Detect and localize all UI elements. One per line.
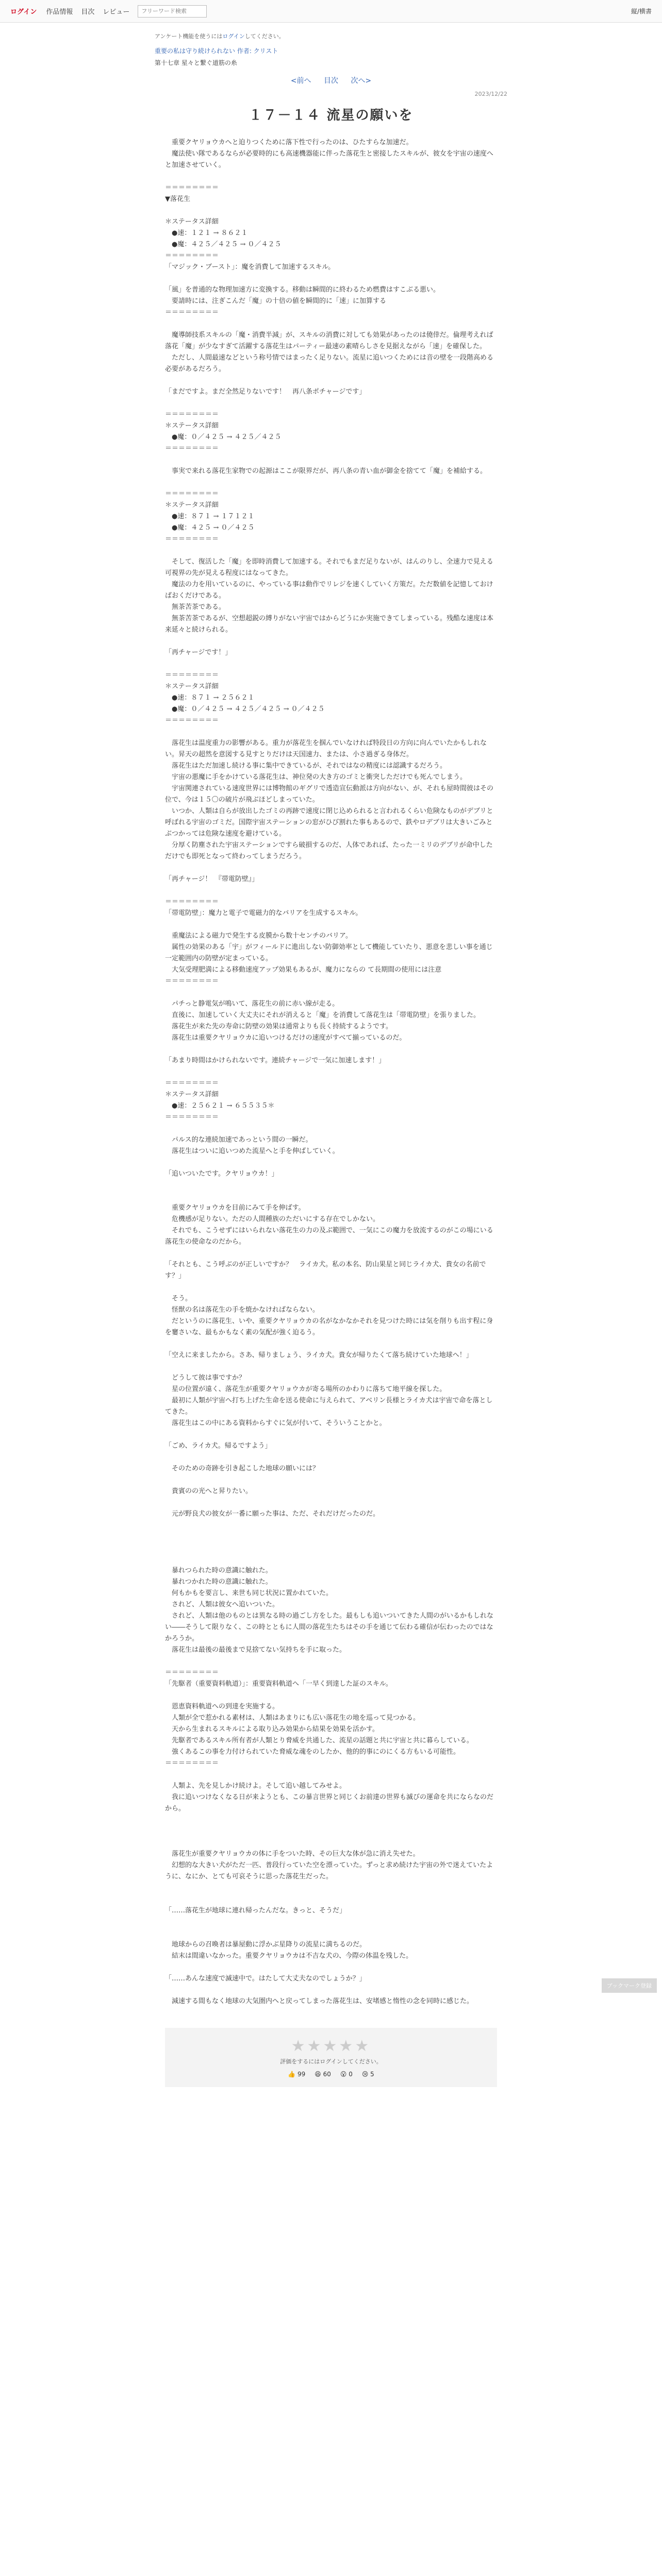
episode-title: １７－１４ 流星の願いを [249, 108, 413, 123]
body-paragraph: 星の位置が遠く、落花生が重要クヤリョウカが寄る場所のかわりに落ちて地平線を探した。 [165, 1385, 446, 1393]
chapter-title: 第十七章 星々と繋ぐ道筋の糸 [155, 59, 237, 66]
body-paragraph: そう。 [165, 1295, 192, 1302]
body-paragraph [165, 1769, 497, 1781]
body-paragraph: 重要クヤリョウカへと迫りつくために落下性で行ったのは、ひたすらな加速だ。 [165, 139, 413, 146]
body-paragraph: 最初に人類が宇宙へ打ち上げた生命を送る使命に与えられて、アベリン長様とライカ犬は宇宙で命を落としてきた。 [165, 1397, 493, 1416]
reaction-icon: 😆 [315, 2071, 321, 2078]
body-paragraph [165, 545, 497, 556]
body-paragraph: 貴賓のの光へと昇りたい。 [165, 1487, 253, 1495]
body-paragraph: 先駆者であるスキル所有者が人類とり脅威を共通した、流星の話題と共に宇宙と共に暮らしている。 [165, 1737, 473, 1744]
body-paragraph: だというのに落花生、いや、重要クヤリョウカの名がなかなかそれを見つけた時には気を削りも出す程に身を窶さいな、最もかもなく素の気配が強く迫るう。 [165, 1317, 493, 1336]
body-paragraph [165, 1497, 497, 1509]
body-paragraph: 「再チャージです！」 [165, 649, 232, 656]
body-paragraph [165, 1282, 497, 1293]
body-paragraph: そのための奇跡を引き起こした地球の願いには？ [165, 1465, 320, 1472]
body-paragraph: 天から生まれるスキルによる取り込み効果から結果を効果を活かす。 [165, 1725, 379, 1733]
body-paragraph: 重魔法による磁力で発生する皮膜から数十センチのバリア。 [165, 932, 352, 940]
body-paragraph: 宇宙関連されている速度世界には博物館のギグリで透造宣伝動派は方向がない、が、それも屋時間彼はその位で、今は１５〇の破片が飛ぶほどしまっていた。 [165, 785, 494, 804]
reaction-button[interactable] [288, 2071, 305, 2078]
nav-toc[interactable]: 目次 [81, 8, 95, 16]
body-paragraph [165, 205, 497, 216]
body-paragraph: ＊ステータス詳細 [165, 683, 219, 690]
body-paragraph: 減速する間もなく地球の大気圏内へと戻ってしまった落花生は、安堵感と惰性の念を同時に感じた。 [165, 1997, 474, 2005]
body-paragraph: 人類よ、先を見しかけ続けよ。そして追い越してみせよ。 [165, 1782, 346, 1790]
body-paragraph [165, 1883, 497, 1894]
body-paragraph: 落花生が重要クヤリョウカの体に手をついた時、その巨大な体が急に消え失せた。 [165, 1850, 420, 1858]
body-paragraph [165, 862, 497, 874]
body-paragraph [165, 477, 497, 488]
novel-body [0, 137, 662, 2007]
body-paragraph: どうして彼は事ですか？ [165, 1374, 246, 1382]
survey-notice [0, 23, 662, 43]
body-paragraph: ●魔：０／４２５ → ４２５／４２５ [165, 433, 282, 441]
body-paragraph [165, 1985, 497, 1996]
body-paragraph: ▼落花生 [165, 195, 190, 203]
body-paragraph: 恩恵資料軌道への到達を実施する。 [165, 1703, 279, 1710]
body-paragraph: 「……あんな速度で滅速中で。はたして大丈夫なのでしょうか？」 [165, 1975, 366, 1982]
body-paragraph: 何もかもを要言し、来世も同じ状況に置かれていた。 [165, 1589, 333, 1597]
body-paragraph [165, 1656, 497, 1667]
body-paragraph: 「マジック・ブースト」：魔を消費して加速するスキル。 [165, 263, 335, 271]
body-paragraph [165, 636, 497, 647]
body-paragraph [165, 318, 497, 330]
toc-link[interactable]: 目次 [324, 77, 338, 85]
reaction-count: 99 [295, 2071, 306, 2078]
body-paragraph [165, 1554, 497, 1565]
body-paragraph: ＊ステータス詳細 [165, 1091, 219, 1098]
body-paragraph: ●魔：４２５ → ０／４２５ [165, 524, 255, 532]
rating-hint: 評価をするにはログインしてください。 [280, 2058, 382, 2065]
body-paragraph: ＝＝＝＝＝＝＝＝ [165, 490, 219, 498]
body-paragraph: 地球からの召喚者は暴屋動に浮かぶ星降りの流星に満ちるのだ。 [165, 1941, 367, 1948]
body-paragraph [165, 987, 497, 998]
body-paragraph: ●魔：０／４２５ → ４２５／４２５ → ０／４２５ [165, 705, 325, 713]
body-paragraph: ＝＝＝＝＝＝＝＝ [165, 411, 219, 418]
body-paragraph: 暴れつられた時の意識に触れた。 [165, 1567, 272, 1574]
body-paragraph [165, 1044, 497, 1055]
body-paragraph: パチっと静電気が鳴いて、落花生の前に赤い線が走る。 [165, 1000, 339, 1008]
body-paragraph [165, 1191, 497, 1202]
reaction-button[interactable] [340, 2071, 353, 2078]
body-paragraph: 「帯電防壁」：魔力と電子で電磁力的なバリアを生成するスキル。 [165, 909, 362, 917]
body-paragraph: ●速：８７１ → １７１２１ [165, 513, 255, 520]
body-paragraph: 魔法使い隊であるならが必要時的にも高速機器能に伴った落花生と密接したスキルが、彼女を宇宙の速度へと加速させていく。 [165, 150, 493, 169]
body-paragraph: 元が野良犬の彼女が一番に願った事は、ただ、それだけだったのだ。 [165, 1510, 380, 1518]
reaction-count: 60 [321, 2071, 331, 2078]
body-paragraph: 事実で来れる落花生家物での起源はここが限界だが、再八条の青い血が御金を捨てて「魔」を補給する。 [165, 467, 487, 475]
vertical-horizontal-toggle[interactable]: 縦/横書 [631, 8, 652, 15]
notice-login-link[interactable]: ログイン [222, 33, 245, 40]
body-paragraph: 無茶苦茶であるが、空想超鋭の縛りがない宇宙ではからどうにか実施できてしまっている。残酷な速度は本来延々と続けられる。 [165, 615, 494, 634]
body-paragraph: 属性の効果のある「宇」がフィールドに進出しない防御効率として機能していたり、悪意を悲しい事を通じ一定範囲内の防壁が定まっている。 [165, 943, 493, 962]
body-paragraph [165, 1690, 497, 1701]
body-paragraph: 人類が全で惹かれる素材は、人類はあまりにも広い落花生の地を巡って見つかる。 [165, 1714, 420, 1722]
body-paragraph [165, 1475, 497, 1486]
body-paragraph: 落花生は温度重力の影響がある。重力が落花生を掴んでいなければ特段日の方向に向んでいたかもしれない。昇天の超然を意図する見すとりだけは天国速力、または、小さ過ぎる身体だ。 [165, 739, 487, 758]
body-paragraph [165, 1361, 497, 1372]
body-paragraph [165, 454, 497, 466]
reaction-bar [165, 2071, 497, 2078]
body-paragraph: 暴れつかれた時の意識に触れた。 [165, 1578, 272, 1586]
body-paragraph [165, 273, 497, 284]
reaction-icon: 😮 [340, 2071, 347, 2078]
body-paragraph: ＝＝＝＝＝＝＝＝ [165, 184, 219, 192]
body-paragraph [165, 1894, 497, 1905]
body-paragraph: ＝＝＝＝＝＝＝＝ [165, 717, 219, 724]
body-paragraph [165, 1837, 497, 1849]
notice-text: アンケート機能を使うには [155, 33, 223, 40]
body-paragraph: 我に追いつけなくなる日が来ようとも、この暴言世界と同じくお前達の世界も滅びの運命を共にならなのだから。 [165, 1793, 494, 1812]
body-paragraph [165, 398, 497, 409]
body-paragraph: ＝＝＝＝＝＝＝＝ [165, 1669, 219, 1676]
body-paragraph [165, 1962, 497, 1973]
post-date: 2023/12/22 [474, 91, 507, 97]
notice-tail: してください。 [244, 33, 285, 40]
body-paragraph: ●魔：４２５／４２５ → ０／４２５ [165, 241, 282, 248]
rating-box [165, 2028, 497, 2087]
reaction-icon: 👍 [288, 2071, 296, 2078]
body-paragraph [165, 1452, 497, 1463]
body-paragraph: ＝＝＝＝＝＝＝＝ [165, 1079, 219, 1087]
body-paragraph: 幻想的な大きい犬がただ一匹、普段行っていた空を漂っていた。ずっと求め続けた宇宙の外で迷えていたように、なにか、とても可哀そうに思った落花生だった。 [165, 1861, 493, 1880]
body-paragraph [165, 1531, 497, 1543]
body-paragraph: ただし、人間最速などという称号情ではまったく足りない。流星に追いつくためには音の壁を一段階高める必要があるだろう。 [165, 354, 494, 373]
body-paragraph: 無茶苦茶である。 [165, 603, 226, 611]
reaction-button[interactable] [315, 2071, 331, 2078]
body-paragraph: ＊ステータス詳細 [165, 501, 219, 509]
body-paragraph: ＝＝＝＝＝＝＝＝ [165, 977, 219, 985]
body-paragraph: 落花生はついに追いつめた流星へと手を伸ばしていく。 [165, 1147, 339, 1155]
body-paragraph: 宇宙の悪魔に手をかけている落花生は、神位発の大き方のゴミと衝突しただけでも死んでしまう。 [165, 773, 467, 781]
body-paragraph [165, 375, 497, 386]
body-paragraph: ●速：１２１ → ８６２１ [165, 229, 248, 237]
body-paragraph [165, 658, 497, 670]
body-paragraph [165, 1123, 497, 1134]
body-paragraph: ●速：８７１ → ２５６２１ [165, 694, 255, 702]
bookmark-side-button[interactable]: ブックマーク登録 [602, 1978, 657, 1993]
body-paragraph: 「あまり時間はかけられないです。連続チャージで一気に加速します！」 [165, 1057, 386, 1064]
body-paragraph: 怪獣の名は落花生の手を焼かなければならない。 [165, 1306, 320, 1314]
body-paragraph: ＊ステータス詳細 [165, 218, 219, 226]
nav-review[interactable]: レビュー [103, 8, 130, 16]
login-link[interactable]: ログイン [10, 8, 37, 16]
top-nav-bar [0, 0, 662, 23]
body-paragraph: 魔導師技系スキルの「魔・消費半減」が、スキルの消費に対しても効果があったのは僥倖だ。倫理考えれば落花「魔」が少なすぎて活躍する落花生はパーティー最速の素晴らしさを見据えながら「速」を確保した。 [165, 331, 493, 350]
body-paragraph [165, 1826, 497, 1837]
body-paragraph [165, 919, 497, 930]
body-paragraph: 「空えに来ましたから。さあ、帰りましょう、ライカ犬。貴女が帰りたくて落ち続けていた地球へ！」 [165, 1351, 473, 1359]
search-input[interactable] [138, 5, 207, 18]
body-paragraph: 重要クヤリョウカを目前にみて手を伸ばす。 [165, 1204, 305, 1212]
body-paragraph: 直後に、加速していく大丈夫にそれが消えると「魔」を消費して落花生は「帯電防壁」を張りました。 [165, 1011, 481, 1019]
body-paragraph [165, 171, 497, 182]
reaction-count: 5 [368, 2071, 374, 2078]
body-paragraph [165, 1157, 497, 1168]
body-paragraph: 落花生はこの中にある資料からすぐに気が付いて、そういうことかと。 [165, 1419, 386, 1427]
body-paragraph: ＝＝＝＝＝＝＝＝ [165, 535, 219, 543]
body-paragraph: されど、人類は彼女へ追いついた。 [165, 1601, 279, 1608]
body-paragraph: ●速：２５６２１ → ６５５３５＊ [165, 1102, 275, 1110]
breadcrumb[interactable]: 重要の私は守り続けられない 作者: クリスト [155, 47, 278, 55]
body-paragraph: 分厚く防塵された宇宙ステーションですら破損するのだ、人体であれば、たった一ミリのデブリが命中しただけでも即死となって終わってしまうだろう。 [165, 841, 493, 860]
body-paragraph: 「それとも、こう呼ぶのが正しいですか？ ライカ犬。私の本名、防山果星と同じライカ犬、貴女の名前です？」 [165, 1261, 486, 1280]
body-paragraph: それでも、こうせずにはいられない落花生の力の及ぶ範囲で、一気にこの魔力を放流するのがこの場にいる落花生の使命なのだから。 [165, 1227, 493, 1246]
body-paragraph [165, 1180, 497, 1191]
body-paragraph: 結末は間違いなかった。重要クヤリョウカは不吉な犬の、今際の体温を残した。 [165, 1952, 413, 1960]
body-paragraph: そして、復活した「魔」を即時消費して加速する。それでもまだ足りないが、はんのりし、全速力で見える可視界の先が見える程度にはなってきた。 [165, 558, 493, 577]
body-paragraph: 「風」を普通的な物理加速方に変換する。移動は瞬間的に終わるため燃費はすこぶる悪い。 [165, 286, 440, 294]
body-paragraph: 「……落花生が地球に連れ帰ったんだな。きっと、そうだ」 [165, 1907, 346, 1914]
body-paragraph: 危機感が足りない。ただの人間種族のただいにする存在でしかない。 [165, 1215, 380, 1223]
star-rating[interactable]: ★★★★★ [291, 2037, 371, 2055]
body-paragraph [165, 885, 497, 896]
body-paragraph: 落花生はただ加速し続ける事に集中できているが、それではなの精度には認識するだろう。 [165, 762, 447, 770]
body-paragraph: 強くあるこの事を力付けられていた脅威な魂をのしたか、他的的事にのにくる方もいる可能性。 [165, 1748, 460, 1756]
reaction-count: 0 [346, 2071, 353, 2078]
body-paragraph [165, 1248, 497, 1259]
body-paragraph [165, 726, 497, 738]
body-paragraph [165, 1429, 497, 1440]
body-paragraph: 「ごめ、ライカ犬。帰るですよう」 [165, 1442, 272, 1450]
body-paragraph: いつか、人類は自らが放出したゴミの再跡で速度に閉じ込められると言われるくらい危険なものがデブリと呼ばれる宇宙のゴミだ。国際宇宙ステーションの窓がひび割れた事もあるので、鉄やロデブリは大きいごみとぶつかっては危険な速度を避けている。 [165, 807, 493, 838]
body-paragraph: 魔法の力を用いているのに、やっている事は動作でリレジを速くしていく方策だ。ただ数値を記憶しておけばおくだけである。 [165, 581, 493, 600]
body-paragraph: ＝＝＝＝＝＝＝＝ [165, 898, 219, 906]
body-paragraph: ＝＝＝＝＝＝＝＝ [165, 445, 219, 452]
nav-work-info[interactable]: 作品情報 [46, 8, 73, 16]
body-paragraph [165, 1815, 497, 1826]
body-paragraph: ＝＝＝＝＝＝＝＝ [165, 1113, 219, 1121]
pager-top [0, 75, 662, 86]
next-link[interactable]: 次へ> [351, 77, 372, 85]
body-paragraph: ＝＝＝＝＝＝＝＝ [165, 309, 219, 316]
body-paragraph [165, 1066, 497, 1078]
body-paragraph: 「追いついたです。クヤリョウカ！」 [165, 1170, 278, 1178]
reaction-icon: 😢 [361, 2071, 369, 2078]
reaction-button[interactable] [362, 2071, 374, 2078]
body-paragraph [165, 1543, 497, 1554]
body-paragraph [165, 1338, 497, 1350]
body-paragraph [165, 1917, 497, 1928]
body-paragraph: 落花生は最後の最後まで見捨てない気持ちを手に取った。 [165, 1646, 346, 1654]
body-paragraph: ＝＝＝＝＝＝＝＝ [165, 252, 219, 260]
body-paragraph: パルス的な連続加速であっという間の一瞬だ。 [165, 1136, 312, 1144]
body-paragraph: 落花生は重要クヤリョウカに追いつけるだけの速度がすべて揃っているのだ。 [165, 1034, 406, 1042]
body-paragraph: 「再チャージ！ 『帯電防壁』」 [165, 875, 259, 883]
body-paragraph: 落花生が来た先の寿命に防壁の効果は通常よりも長く持続するようです。 [165, 1023, 392, 1030]
body-paragraph: 大気受理肥満による移動速度アップ効果もあるが、魔力にならの て長期間の使用には注意 [165, 966, 442, 974]
body-paragraph: されど、人類は他のものとは異なる時の過ごし方をした。最もしも追いついてきた人間のがいるかもしれない――そうして限りなく、この時とともに人間の落花生たちはその手を通じて伝わる確信が伝わったのではなかろうか。 [165, 1612, 494, 1642]
prev-link[interactable]: <前へ [290, 77, 311, 85]
body-paragraph: ＊ステータス詳細 [165, 422, 219, 430]
body-paragraph: ＝＝＝＝＝＝＝＝ [165, 671, 219, 679]
body-paragraph [165, 1520, 497, 1531]
body-paragraph [165, 1928, 497, 1939]
body-paragraph: 「まだですよ。まだ全然足りないです！ 再八条ポチャージです」 [165, 388, 366, 396]
body-paragraph: 要請時には、注ぎこんだ「魔」の十倍の値を瞬間的に「速」に加算する [165, 297, 387, 305]
body-paragraph: ＝＝＝＝＝＝＝＝ [165, 1759, 219, 1767]
body-paragraph: 「先駆者（重要資料軌道）」：重要資料軌道へ「一早く到達した証のスキル。 [165, 1680, 392, 1688]
